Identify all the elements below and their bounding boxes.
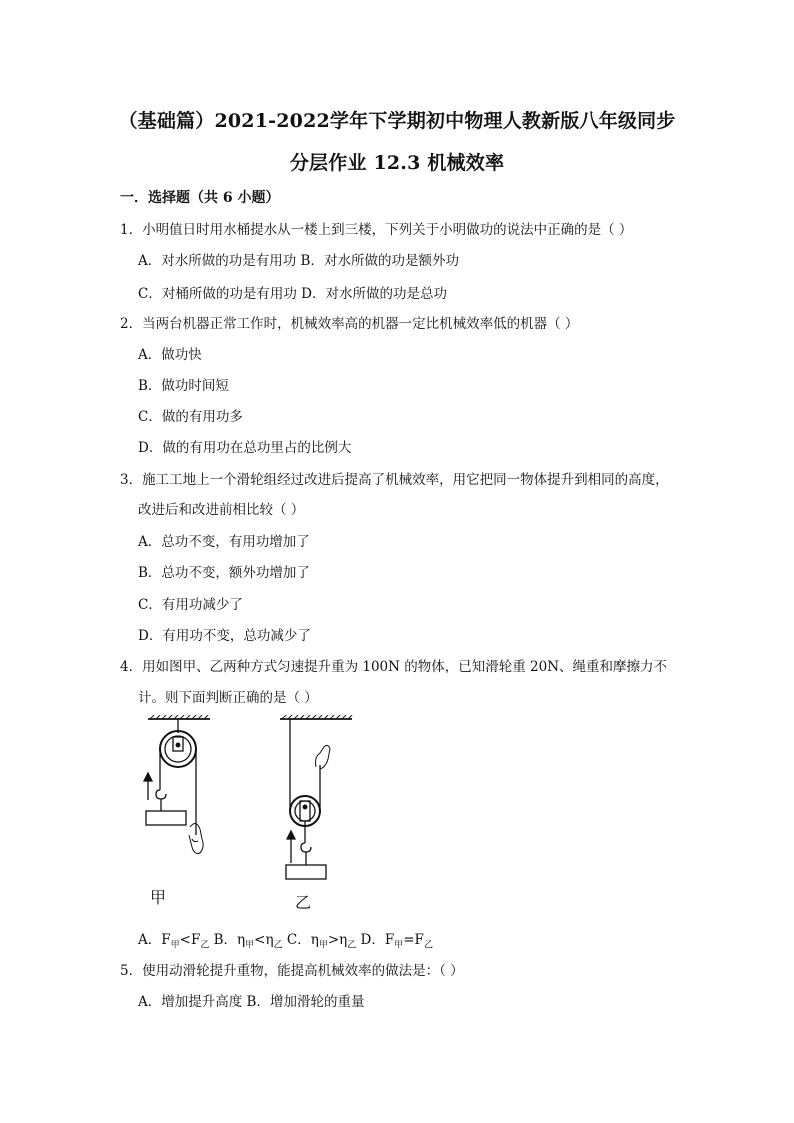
question-3-option-d: D．有用功不变，总功减少了 (138, 628, 311, 644)
subscript-jia: 甲 (170, 940, 180, 951)
question-3-option-c: C．有用功减少了 (138, 597, 243, 613)
option-a-relation: <F (179, 932, 201, 948)
question-3-stem-line-1: 3．施工工地上一个滑轮组经过改进后提高了机械效率，用它把同一物体提升到相同的高度， (120, 472, 669, 488)
question-5-stem: 5．使用动滑轮提升重物，能提高机械效率的做法是：（ ） (120, 963, 464, 979)
option-d-prefix: D．F (356, 932, 395, 948)
page-title-line-1: （基础篇）2021-2022学年下学期初中物理人教新版八年级同步 (118, 110, 676, 132)
option-c-prefix: C．η (282, 932, 319, 948)
subscript-yi: 乙 (200, 940, 210, 951)
page-title-line-2: 分层作业 12.3 机械效率 (289, 152, 505, 174)
question-4-stem-line-2: 计。则下面判断正确的是（ ） (138, 690, 318, 706)
question-2-option-a: A．做功快 (138, 347, 202, 363)
option-d-relation: =F (403, 932, 424, 948)
subscript-jia: 甲 (394, 940, 404, 951)
question-1-options-row-1: A．对水所做的功是有用功 B．对水所做的功是额外功 (138, 253, 459, 269)
subscript-jia: 甲 (245, 940, 255, 951)
pulley-diagram (140, 715, 380, 905)
figure-label-jia: 甲 (150, 888, 167, 907)
subscript-jia: 甲 (318, 940, 328, 951)
question-5-options-row-1: A．增加提升高度 B．增加滑轮的重量 (138, 994, 365, 1010)
question-3-option-a: A．总功不变，有用功增加了 (138, 534, 310, 550)
subscript-yi: 乙 (347, 940, 357, 951)
pulley-figure (140, 715, 380, 912)
option-c-relation: >η (327, 932, 348, 948)
question-3-option-b: B．总功不变，额外功增加了 (138, 565, 310, 581)
figure-label-yi: 乙 (295, 893, 312, 912)
question-2-option-d: D．做的有用功在总功里占的比例大 (138, 440, 352, 456)
question-4-stem-line-1: 4．用如图甲、乙两种方式匀速提升重为 100N 的物体，已知滑轮重 20N、绳重和摩擦力不 (120, 659, 668, 675)
movable-pulley-diagram (280, 715, 353, 879)
question-1-options-row-2: C．对桶所做的功是有用功 D．对水所做的功是总功 (138, 286, 447, 302)
subscript-yi: 乙 (273, 940, 283, 951)
option-b-prefix: B．η (209, 932, 246, 948)
subscript-yi: 乙 (423, 940, 433, 951)
question-2-option-b: B．做功时间短 (138, 378, 229, 394)
question-1-stem: 1．小明值日时用水桶提水从一楼上到三楼，下列关于小明做功的说法中正确的是（ ） (120, 222, 633, 238)
question-2-option-c: C．做的有用功多 (138, 409, 243, 425)
question-2-stem: 2．当两台机器正常工作时，机械效率高的机器一定比机械效率低的机器（ ） (120, 316, 579, 332)
question-4-options (138, 928, 433, 951)
option-a-prefix: A．F (138, 932, 171, 948)
fixed-pulley-diagram (144, 715, 210, 853)
section-heading: 一．选择题（共 6 小题） (120, 190, 280, 206)
question-3-stem-line-2: 改进后和改进前相比较（ ） (138, 502, 305, 518)
option-b-relation: <η (254, 932, 274, 948)
